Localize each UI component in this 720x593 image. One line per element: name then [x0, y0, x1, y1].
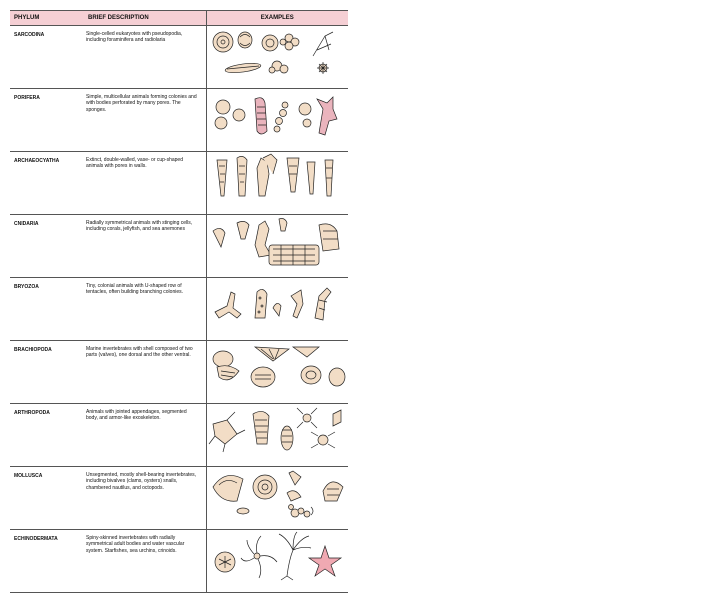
table-row: [10, 152, 348, 215]
phylum-name: SARCODINA: [10, 26, 84, 89]
header-description: BRIEF DESCRIPTION: [84, 11, 206, 26]
octopus-icon: [288, 505, 313, 518]
examples-cell: [206, 530, 348, 593]
phylum-description: Marine invertebrates with shell composed of two parts (valves), one dorsal and the other ventral.: [84, 341, 206, 404]
table-row: [10, 215, 348, 278]
phylum-name: BRACHIOPODA: [10, 341, 84, 404]
shell-icon: [213, 475, 343, 501]
phylum-description: Extinct, double-walled, vase- or cup-shaped animals with pores in walls.: [84, 152, 206, 215]
phylum-description: Spiny-skinned invertebrates with radially symmetrical adult bodies and water vascular system. Starfishes, sea urchins, crinoids.: [84, 530, 206, 593]
table-row: [10, 278, 348, 341]
archaeocyathid-icon: [207, 152, 349, 208]
brachiopod-icon: [207, 341, 349, 397]
phylum-name: PORIFERA: [10, 89, 84, 152]
table-row: [10, 530, 348, 593]
phylum-description: Single-celled eukaryotes with pseudopodia, including foraminifera and radiolaria: [84, 26, 206, 89]
echinoderm-illustrations: [207, 530, 349, 586]
table-row: [10, 404, 348, 467]
phylum-name: BRYOZOA: [10, 278, 84, 341]
table-header-row: [10, 11, 348, 26]
examples-cell: [206, 467, 348, 530]
sand-dollar-icon: [215, 552, 235, 572]
mollusc-illustrations: [207, 467, 349, 523]
phylum-description: Unsegmented, mostly shell-bearing invertebrates, including bivalves (clams, oysters) snails, chambered nautilus, and octopods.: [84, 467, 206, 530]
phylum-description: Radially symmetrical animals with stinging cells, including corals, jellyfish, and sea anemones: [84, 215, 206, 278]
examples-cell: [206, 89, 348, 152]
header-phylum: PHYLUM: [10, 11, 84, 26]
phylum-name: ARTHROPODA: [10, 404, 84, 467]
phylum-name: ARCHAEOCYATHA: [10, 152, 84, 215]
brittle-star-icon: [241, 536, 277, 578]
examples-cell: [206, 215, 348, 278]
examples-cell: [206, 26, 348, 89]
table-row: [10, 26, 348, 89]
foraminifera-icon: [207, 26, 349, 82]
phylum-name: ECHINODERMATA: [10, 530, 84, 593]
insect-icon: [209, 412, 245, 452]
table-row: [10, 467, 348, 530]
phylum-name: MOLLUSCA: [10, 467, 84, 530]
crinoid-icon: [279, 532, 311, 580]
trilobite-icon: [253, 411, 293, 450]
examples-cell: [206, 152, 348, 215]
radiolarian-icon: [313, 32, 333, 74]
spider-icon: [297, 408, 341, 448]
phylum-description: Animals with jointed appendages, segmented body, and armor-like exoskeleton.: [84, 404, 206, 467]
table-row: [10, 341, 348, 404]
header-examples: EXAMPLES: [206, 11, 348, 26]
sponge-icon: [207, 89, 349, 145]
phylum-description: Simple, multicellular animals forming colonies and with bodies perforated by many pores. The sponges.: [84, 89, 206, 152]
table-row: [10, 89, 348, 152]
phylum-name: CNIDARIA: [10, 215, 84, 278]
examples-cell: [206, 404, 348, 467]
bryozoan-icon: [207, 278, 349, 334]
coral-icon: [207, 215, 349, 271]
examples-cell: [206, 341, 348, 404]
phyla-table: [10, 10, 348, 593]
arthropod-illustrations: [207, 404, 349, 460]
phylum-description: Tiny, colonial animals with U-shaped row of tentacles, often building branching colonies.: [84, 278, 206, 341]
starfish-icon: [309, 546, 341, 576]
examples-cell: [206, 278, 348, 341]
